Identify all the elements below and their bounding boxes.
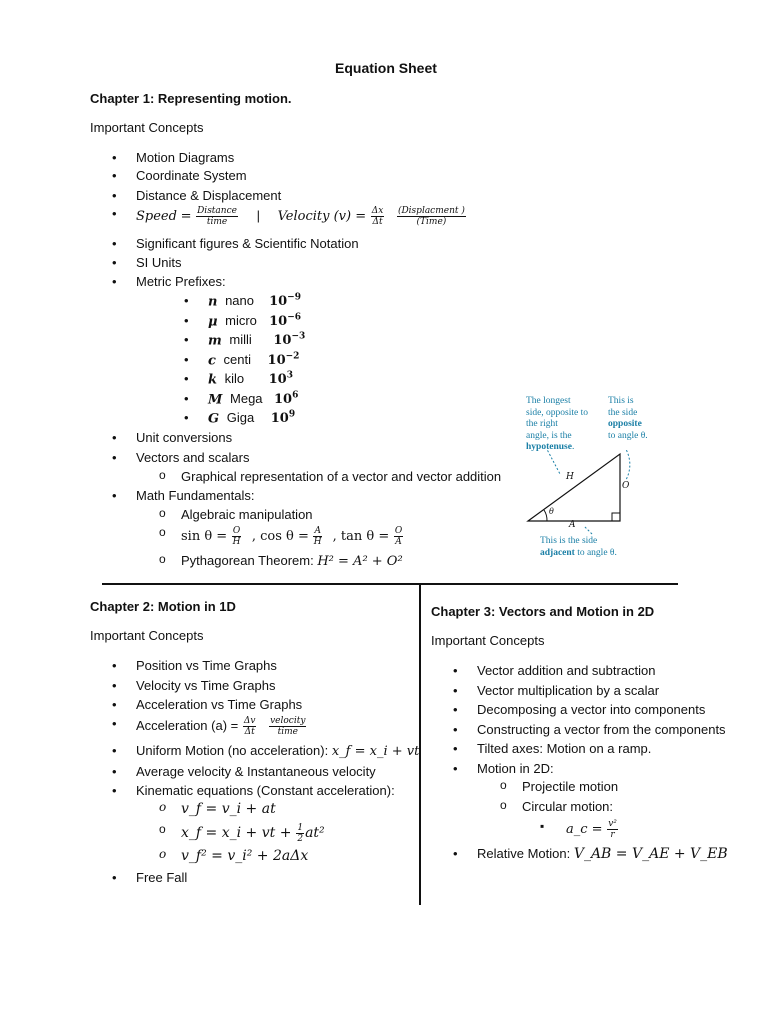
speed-velocity-equation: • Speed = $\frac{\text{Distance}}{\text{time}}$ | Velocity (v) = $\frac{\Delta x}{\Delta t}$ $\frac{\text{(Displacment )}}{\text{(Time)}}$ <box>136 206 467 227</box>
angle-arc <box>544 510 547 521</box>
chapter-1-subheading: Important Concepts <box>90 120 204 135</box>
prefix-name: nano <box>225 293 254 309</box>
velocity-label: Velocity (v) = <box>277 208 367 224</box>
prefix-power: $10^{-2}$ <box>267 352 300 369</box>
list-item: o Circular motion: <box>522 799 613 814</box>
trig-equations: o sin θ = $\frac{O}{H}$ , cos θ = $\frac{A}{H}$ , tan θ = $\frac{O}{A}$ <box>181 526 404 547</box>
displacement-fraction: $\frac{\text{(Displacment )}}{\text{(Time)}}$ <box>397 206 465 227</box>
page-title: Equation Sheet <box>335 60 437 76</box>
list-item: • Vector addition and subtraction <box>477 663 656 678</box>
prefix-name: micro <box>225 313 257 329</box>
list-item: • Motion in 2D: <box>477 761 554 776</box>
uniform-motion: • Uniform Motion (no acceleration): x_f = x_i + vt <box>136 743 419 759</box>
chapter-1-heading: Chapter 1: Representing motion. <box>90 91 292 106</box>
prefix-power: $10^6$ <box>274 391 299 408</box>
list-item: • Average velocity & Instantaneous velocity <box>136 764 376 779</box>
prefix-power: $10^{-6}$ <box>269 313 302 330</box>
chapter-2-heading: Chapter 2: Motion in 1D <box>90 599 236 614</box>
prefix-name: centi <box>223 352 252 368</box>
list-item: • Free Fall <box>136 870 187 885</box>
prefix-name: milli <box>229 332 252 348</box>
prefix-power: $10^3$ <box>268 371 293 388</box>
prefix-symbol: m <box>208 333 222 349</box>
triangle-shape <box>528 454 620 521</box>
kinematic-eq-1: o v_f = v_i + at <box>181 801 276 817</box>
triangle-label-theta: θ <box>549 507 554 516</box>
prefix-symbol: G <box>208 411 220 427</box>
list-item: • Velocity vs Time Graphs <box>136 678 275 693</box>
hypotenuse-caption: The longest side, opposite to the right angle, is the hypotenuse. <box>526 396 589 452</box>
list-item: o Algebraic manipulation <box>181 507 313 522</box>
list-item: • Vector multiplication by a scalar <box>477 683 659 698</box>
list-item: • Kinematic equations (Constant acceleration): <box>136 783 395 798</box>
pythagorean-theorem: o Pythagorean Theorem: H² = A² + O² <box>181 553 403 569</box>
opposite-caption: This is the side opposite to angle θ. <box>608 396 648 441</box>
metric-prefix-row <box>208 391 298 407</box>
list-item: • Vectors and scalars <box>136 450 249 465</box>
prefix-symbol: μ <box>208 314 218 330</box>
uniform-motion-equation: x_f = x_i + vt <box>331 744 420 759</box>
metric-prefix-row <box>208 371 293 387</box>
metric-prefix-row <box>208 410 295 426</box>
horizontal-divider <box>102 583 678 585</box>
list-item: • Acceleration vs Time Graphs <box>136 697 302 712</box>
adjacent-caption: This is the side adjacent to angle θ. <box>540 536 617 558</box>
list-item: • Distance & Displacement <box>136 188 281 203</box>
list-item: • Tilted axes: Motion on a ramp. <box>477 741 651 756</box>
speed-label: Speed <box>136 208 177 224</box>
chapter-2-subheading: Important Concepts <box>90 628 204 643</box>
velocity-fraction: $\frac{\Delta x}{\Delta t}$ <box>371 206 384 227</box>
kinematic-eq-3: o v_f² = v_i² + 2aΔx <box>181 848 308 864</box>
metric-prefix-row <box>208 293 301 309</box>
metric-prefix-row <box>208 352 299 368</box>
list-item: • Significant figures & Scientific Notation <box>136 236 359 251</box>
prefix-power: $10^{-3}$ <box>273 332 306 349</box>
prefix-symbol: c <box>208 353 216 369</box>
pythagorean-equation: H² = A² + O² <box>317 554 403 569</box>
prefix-symbol: n <box>208 294 218 310</box>
list-item: • Coordinate System <box>136 168 247 183</box>
list-item: • Motion Diagrams <box>136 150 234 165</box>
right-angle-mark <box>612 513 620 521</box>
list-item: • Position vs Time Graphs <box>136 658 277 673</box>
list-item: • Unit conversions <box>136 430 232 445</box>
metric-prefix-row <box>208 332 305 348</box>
triangle-diagram <box>520 450 660 550</box>
prefix-symbol: M <box>208 392 223 408</box>
list-item: • Math Fundamentals: <box>136 488 255 503</box>
prefix-symbol: k <box>208 372 218 388</box>
opposite-arrow <box>620 450 630 480</box>
list-item: • Constructing a vector from the components <box>477 722 726 737</box>
prefix-name: Giga <box>226 410 255 426</box>
chapter-3-subheading: Important Concepts <box>431 633 545 648</box>
relative-motion-equation: V_AB = V_AE + V_EB <box>573 846 728 862</box>
list-item: o Graphical representation of a vector and vector addition <box>181 469 501 484</box>
hypotenuse-arrow <box>542 450 560 474</box>
list-item: • SI Units <box>136 255 182 270</box>
chapter-3-heading: Chapter 3: Vectors and Motion in 2D <box>431 604 655 619</box>
prefix-name: Mega <box>230 391 263 407</box>
separator: | <box>256 207 260 223</box>
acceleration-equation: • Acceleration (a) = $\frac{\Delta v}{\Delta t}$ $\frac{\text{velocity}}{\text{time}}$ <box>136 716 307 737</box>
metric-prefix-row <box>208 313 301 329</box>
prefix-power: $10^{-9}$ <box>269 293 301 310</box>
list-item: • Decomposing a vector into components <box>477 702 705 717</box>
centripetal-acceleration: ▪ a_c = $\frac{\text{v²}}{r}$ <box>566 819 619 840</box>
list-item: o Projectile motion <box>522 779 618 794</box>
triangle-label-h: H <box>566 472 574 482</box>
speed-fraction: $\frac{\text{Distance}}{\text{time}}$ <box>197 206 237 227</box>
relative-motion: • Relative Motion: V_AB = V_AE + V_EB <box>477 846 728 862</box>
adjacent-arrow <box>584 526 592 534</box>
kinematic-eq-2: o x_f = x_i + vt + $\frac{1}{2}$ at² <box>181 823 325 844</box>
triangle-label-a: A <box>569 520 576 530</box>
triangle-label-o: O <box>622 481 630 491</box>
prefix-name: kilo <box>224 371 245 387</box>
prefix-power: $10^9$ <box>270 410 296 427</box>
list-item: • Metric Prefixes: <box>136 274 226 289</box>
